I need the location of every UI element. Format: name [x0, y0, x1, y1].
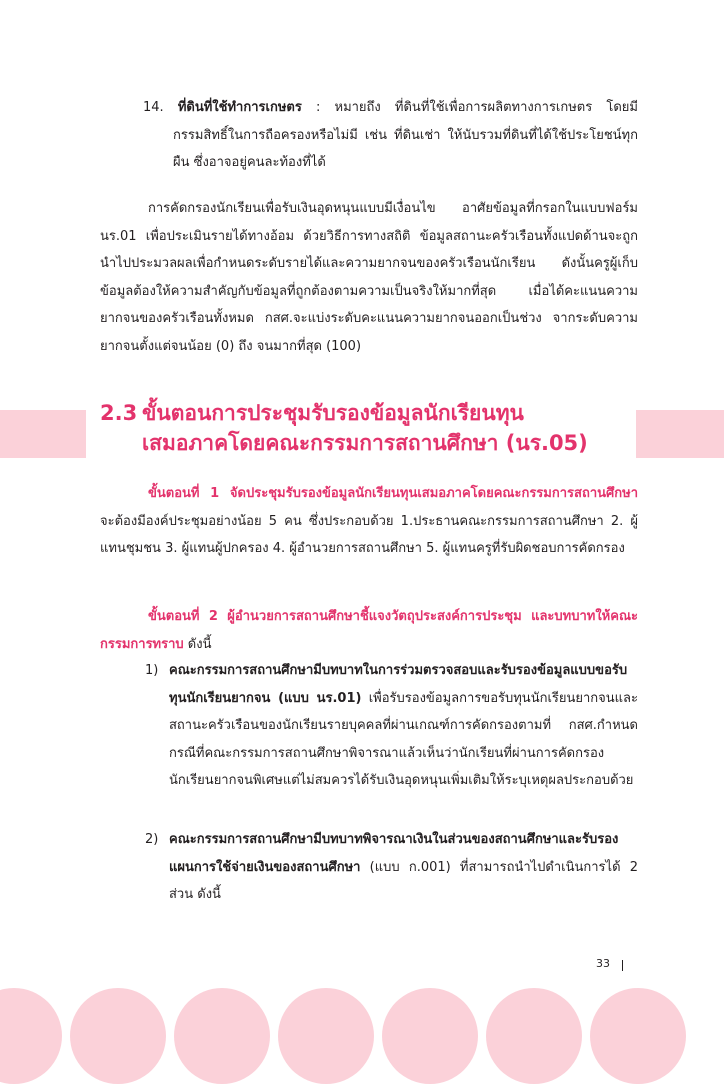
footer-scallop [486, 988, 582, 1084]
item-definition: : หมายถึง ที่ดินที่ใช้เพื่อการผลิตทางการเกษตร โดยมีกรรมสิทธิ์ในการถือครองหรือไม่มี เช่น ที่ดินเช่า ให้นับรวมที่ดินที่ได้ใช้ประโยชน์ทุกผืน ซึ่งอาจอยู่คนละท้องที่ได้ [173, 100, 638, 171]
list-item-text: เพื่อรับรองข้อมูลการขอรับทุนนักเรียนยากจนและสถานะครัวเรือนของนักเรียนรายบุคคลที่ผ่านเกณฑ์การคัดกรองตามที่ กสศ.กำหนด กรณีที่คณะกรรมการสถานศึกษาพิจารณาแล้วเห็นว่านักเรียนที่ผ่านการคัดกรองนักเรียนยากจนพิเศษแต่ไม่สมควรได้รับเงินอุดหนุนเพิ่มเติมให้ระบุเหตุผลประกอบด้วย [169, 690, 638, 789]
section-band-right [636, 410, 724, 458]
page-number: 33 [596, 957, 610, 970]
footer-scallop [174, 988, 270, 1084]
step-2-heading: ขั้นตอนที่ 2 ผู้อำนวยการสถานศึกษาชี้แจงวัตถุประสงค์การประชุม และบทบาทให้คณะกรรมการทราบ [100, 609, 638, 652]
step-1-body: จะต้องมีองค์ประชุมอย่างน้อย 5 คน ซึ่งประกอบด้วย 1.ประธานคณะกรรมการสถานศึกษา 2. ผู้แทนชุมชน 3. ผู้แทนผู้ปกครอง 4. ผู้อำนวยการสถานศึกษา 5. ผู้แทนครูที่รับผิดชอบการคัดกรอง [100, 513, 638, 557]
list-item-number: 1) [145, 663, 159, 678]
section-heading [100, 398, 630, 458]
step-1-paragraph [100, 480, 638, 563]
list-item-bold: คณะกรรมการสถานศึกษามีบทบาทพิจารณาเงินในส่วนของสถานศึกษาและรับรองแผนการใช้จ่ายเงินของสถานศึกษา [169, 832, 619, 875]
footer-scallop [70, 988, 166, 1084]
footer-scallop [0, 988, 62, 1084]
item-term: ที่ดินที่ใช้ทำการเกษตร [177, 100, 302, 115]
item-number: 14. [143, 100, 164, 115]
section-title-line1: ขั้นตอนการประชุมรับรองข้อมูลนักเรียนทุน [142, 401, 524, 425]
step-1-heading: ขั้นตอนที่ 1 จัดประชุมรับรองข้อมูลนักเรียนทุนเสมอภาคโดยคณะกรรมการสถานศึกษา [148, 486, 638, 501]
footer-scallop [278, 988, 374, 1084]
list-item-text: (แบบ ก.001) ที่สามารถนำไปดำเนินการได้ 2 ส่วน ดังนี้ [169, 859, 638, 903]
list-item-bold: คณะกรรมการสถานศึกษามีบทบาทในการร่วมตรวจสอบและรับรองข้อมูลแบบขอรับทุนนักเรียนยากจน (แบบ นร.01) [169, 663, 628, 706]
section-number: 2.3 [100, 401, 138, 425]
section-title-line2: เสมอภาคโดยคณะกรรมการสถานศึกษา (นร.05) [142, 431, 588, 455]
footer-scallop [382, 988, 478, 1084]
definition-item-14 [143, 94, 638, 177]
section-band-left [0, 410, 86, 458]
step-2-body: ดังนี้ [183, 636, 212, 652]
step-2-paragraph [100, 603, 638, 658]
screening-paragraph: การคัดกรองนักเรียนเพื่อรับเงินอุดหนุนแบบมีเงื่อนไข อาศัยข้อมูลที่กรอกในแบบฟอร์ม นร.01 เพื่อประเมินรายได้ทางอ้อม ด้วยวิธีการทางสถิติ ข้อมูลสถานะครัวเรือนทั้งแปดด้านจะถูกนำไปประมวลผลเพื่อกำหนดระดับรายได้และความยากจนของครัวเรือนนักเรียน ดังนั้นครูผู้เก็บข้อมูลต้องให้ความสำคัญกับข้อมูลที่ถูกต้องตามความเป็นจริงให้มากที่สุด เมื่อได้คะแนนความยากจนของครัวเรือนทั้งหมด กสศ.จะแบ่งระดับคะแนนความยากจนออกเป็นช่วง จากระดับความยากจนตั้งแต่จนน้อย (0) ถึง จนมากที่สุด (100) [100, 201, 638, 354]
list-item [145, 657, 638, 795]
list-item [145, 826, 638, 909]
list-item-number: 2) [145, 832, 159, 847]
footer-scallop [590, 988, 686, 1084]
page-number-divider [622, 960, 623, 971]
